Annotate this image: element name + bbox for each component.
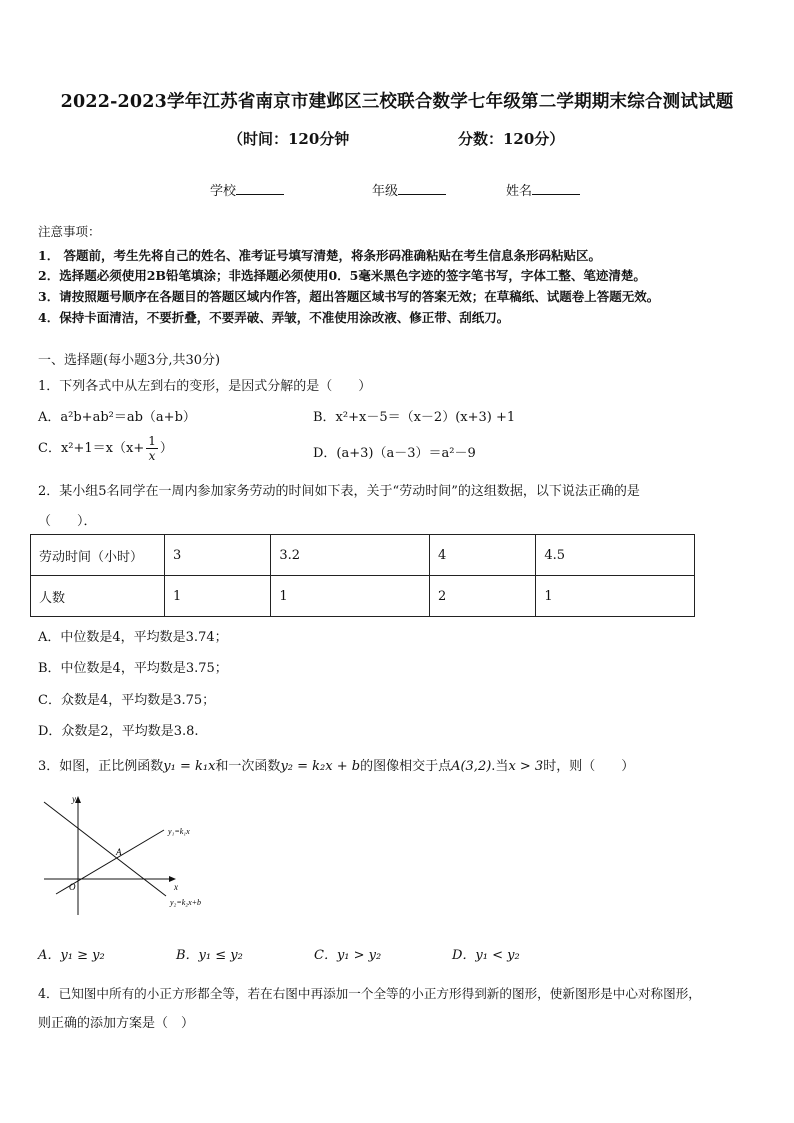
q2-stem-cont: （ ）．: [38, 514, 97, 529]
fraction-denominator: x: [148, 449, 156, 463]
origin-label: O: [69, 882, 76, 892]
grade-blank: [398, 182, 446, 195]
notice-item: 2．选择题必须使用2B铅笔填涂；非选择题必须使用0．5毫米黑色字迹的签字笔书写，字体工整、笔迹清楚。: [38, 268, 646, 283]
name-field: [506, 180, 580, 199]
q2-stem: 2．某小组5名同学在一周内参加家务劳动的时间如下表，关于“劳动时间”的这组数据，以下说法正确的是: [38, 484, 640, 499]
q1-option-b: B．x²+x－5＝（x－2）(x+3) +1: [313, 410, 516, 425]
table-cell: 4: [429, 535, 535, 576]
name-label: 姓名: [506, 184, 533, 199]
q2-option-d: D．众数是2，平均数是3.8.: [38, 724, 199, 739]
q3-stem-part: .当: [491, 759, 509, 774]
notice-item: 4．保持卡面清洁，不要折叠，不要弄破、弄皱，不准使用涂改液、修正带、刮纸刀。: [38, 310, 510, 325]
q3-stem-part: 3．如图，正比例函数: [38, 759, 164, 774]
table-cell: 3: [165, 535, 271, 576]
y-axis-label: y: [72, 794, 76, 804]
notice-heading: 注意事项：: [38, 224, 101, 239]
q3-option-d: D．y₁ < y₂: [452, 948, 520, 963]
fraction: [146, 434, 158, 463]
q3-stem-part: 和一次函数: [215, 759, 281, 774]
grade-field: [372, 180, 446, 199]
formula-proportional: y₁ = k₁x: [163, 759, 216, 774]
table-cell: 4.5: [536, 535, 695, 576]
school-field: [210, 180, 284, 199]
point-a-label: A: [116, 847, 122, 857]
q3-option-b: B．y₁ ≤ y₂: [176, 948, 243, 963]
table-cell: 1: [536, 576, 695, 617]
q4-stem-cont: 则正确的添加方案是（ ）: [38, 1016, 195, 1031]
exam-time: （时间：120分钟: [228, 130, 350, 148]
q2-option-b: B．中位数是4，平均数是3.75；: [38, 661, 228, 676]
q1-option-c: [38, 434, 173, 463]
page-title: 2022-2023学年江苏省南京市建邺区三校联合数学七年级第二学期期末综合测试试题: [60, 92, 734, 112]
line-y1-label: y₁=k₁x: [168, 827, 190, 836]
school-blank: [236, 182, 284, 195]
formula-linear: y₂ = k₂x + b: [280, 759, 361, 774]
x-axis-label: x: [174, 882, 178, 892]
q2-option-a: A．中位数是4，平均数是3.74；: [38, 630, 228, 645]
grade-label: 年级: [372, 184, 399, 199]
q1-stem: 1．下列各式中从左到右的变形，是因式分解的是（ ）: [38, 379, 372, 394]
table-cell: 2: [429, 576, 535, 617]
table-row: [31, 535, 695, 576]
q2-option-c: C．众数是4，平均数是3.75；: [38, 693, 216, 708]
q1-c-suffix: ）: [159, 441, 173, 456]
q3-stem: [38, 755, 634, 774]
q3-option-c: C．y₁ > y₂: [314, 948, 382, 963]
name-blank: [532, 182, 580, 195]
q1-option-d: D．(a+3)（a－3）＝a²－9: [313, 446, 476, 461]
exam-score: 分数：120分）: [458, 130, 565, 148]
q4-stem: 4．已知图中所有的小正方形都全等，若在右图中再添加一个全等的小正方形得到新的图形，使新图形是中心对称图形，: [38, 986, 701, 1001]
q3-stem-part: 时，则（ ）: [543, 759, 635, 774]
line-y2-label: y₂=k₂x+b: [170, 898, 202, 907]
q3-option-a: A．y₁ ≥ y₂: [38, 948, 105, 963]
q1-c-prefix: C．x²+1＝x（x+: [38, 441, 145, 456]
q3-stem-part: 的图像相交于点: [360, 759, 452, 774]
section-heading: 一、选择题(每小题3分,共30分): [38, 353, 221, 368]
school-label: 学校: [210, 184, 237, 199]
table-cell: 人数: [31, 576, 165, 617]
notice-item: 3．请按照题号顺序在各题目的答题区域内作答，超出答题区域书写的答案无效；在草稿纸、试题卷上答题无效。: [38, 289, 660, 304]
condition: x > 3: [508, 759, 544, 774]
q1-option-a: A．a²b+ab²＝ab（a+b）: [38, 410, 196, 425]
table-cell: 1: [271, 576, 430, 617]
notice-item: 1． 答题前，考生先将自己的姓名、准考证号填写清楚，将条形码准确粘贴在考生信息条形码粘贴区。: [38, 248, 602, 263]
table-row: [31, 576, 695, 617]
function-graph: [36, 790, 236, 920]
line-y2: [44, 802, 166, 896]
labor-time-table: [30, 534, 695, 617]
table-cell: 劳动时间（小时）: [31, 535, 165, 576]
table-cell: 3.2: [271, 535, 430, 576]
intersection-point: A(3,2): [451, 759, 492, 774]
fraction-numerator: 1: [148, 434, 156, 448]
table-cell: 1: [165, 576, 271, 617]
